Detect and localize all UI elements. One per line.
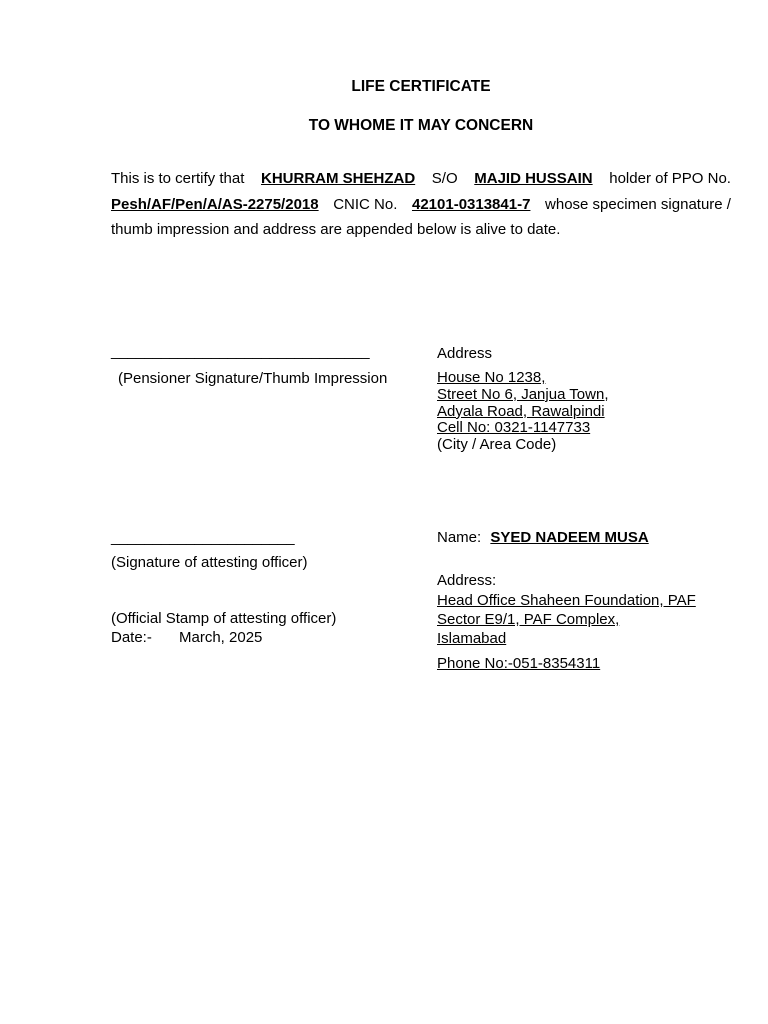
officer-signature-line: ______________________ [111, 529, 295, 546]
paragraph-text: S/O [431, 170, 458, 187]
officer-name: SYED NADEEM MUSA [490, 529, 649, 546]
address-line: Street No 6, Janjua Town, [437, 385, 609, 403]
officer-address-label: Address: [437, 572, 497, 589]
officer-name-label: Name: [437, 529, 482, 546]
cnic-number: 42101-0313841-7 [411, 195, 531, 213]
pensioner-address-label: Address [437, 345, 493, 362]
address-line: Adyala Road, Rawalpindi [437, 402, 605, 420]
certificate-title: LIFE CERTIFICATE [351, 78, 491, 95]
ppo-number: Pesh/AF/Pen/A/AS-2275/2018 [111, 195, 319, 213]
pensioner-signature-line: _______________________________ [111, 343, 370, 360]
paragraph-text: This is to certify that [111, 170, 245, 187]
city-area-code: (City / Area Code) [437, 436, 557, 454]
officer-phone: Phone No:-051-8354311 [437, 655, 601, 672]
certificate-subtitle: TO WHOME IT MAY CONCERN [308, 117, 534, 134]
address-line: House No 1238, [437, 369, 546, 386]
address-line: Head Office Shaheen Foundation, PAF [437, 592, 696, 609]
pensioner-name: KHURRAM SHEHZAD [261, 170, 416, 187]
address-line: Sector E9/1, PAF Complex, [437, 611, 620, 628]
date-value: March, 2025 [179, 629, 263, 646]
paragraph-line-2 [111, 192, 731, 218]
date-label: Date:- [111, 629, 152, 646]
father-name: MAJID HUSSAIN [474, 170, 593, 187]
officer-signature-caption: (Signature of attesting officer) [111, 554, 308, 571]
officer-address [437, 591, 696, 648]
address-line: Islamabad [437, 630, 507, 647]
paragraph-line-3: thumb impression and address are appended below is alive to date. [111, 221, 561, 238]
official-stamp-caption: (Official Stamp of attesting officer) [111, 610, 337, 627]
certification-paragraph [111, 166, 731, 243]
paragraph-text: whose specimen signature / [545, 195, 731, 213]
paragraph-text: holder of PPO No. [609, 170, 731, 187]
officer-name-row [437, 529, 649, 546]
paragraph-line-1 [111, 166, 731, 192]
pensioner-address [437, 370, 609, 454]
paragraph-text: CNIC No. [333, 195, 398, 213]
cell-number: Cell No: 0321-1147733 [437, 419, 591, 437]
pensioner-signature-caption: (Pensioner Signature/Thumb Impression [118, 370, 388, 387]
